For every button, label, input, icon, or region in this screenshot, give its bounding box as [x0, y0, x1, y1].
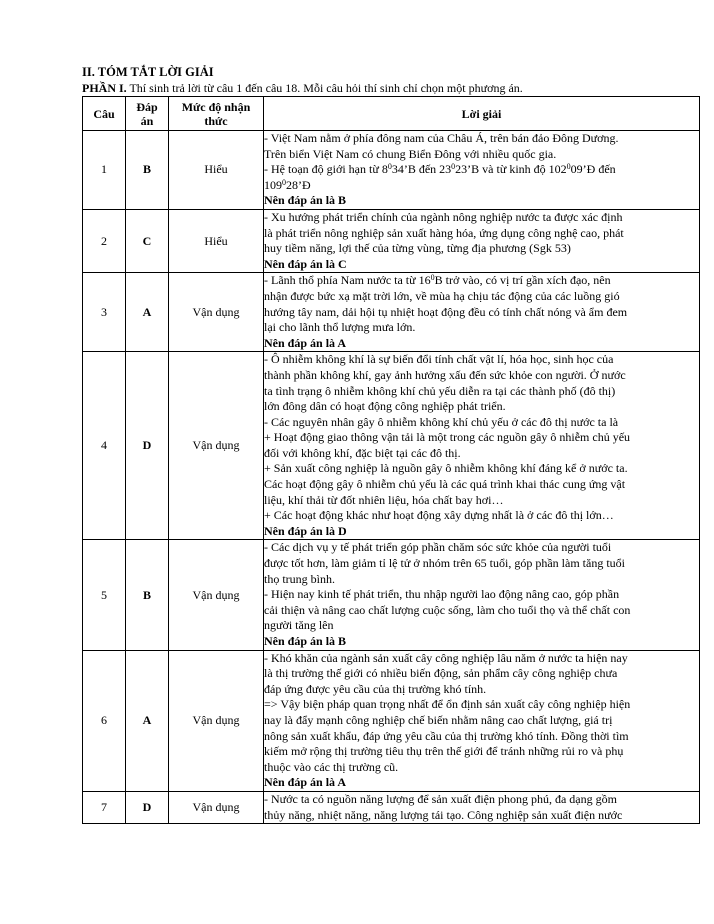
- solution-line: cải thiện và nâng cao chất lượng cuộc sống, làm cho tuổi thọ và thể chất con: [264, 602, 631, 617]
- solution-line: người tăng lên: [264, 618, 334, 633]
- solution-line: nông sản xuất khẩu, đáp ứng yêu cầu của thị trường khó tính. Đồng thời tìm: [264, 728, 629, 743]
- solution-line: thuộc vào các thị trường cũ.: [264, 759, 399, 774]
- solution-line: thủy năng, nhiệt năng, năng lượng tái tạo. Công nghiệp sản xuất điện nước: [264, 807, 623, 822]
- solution-line: lại cho lãnh thổ lượng mưa lớn.: [264, 320, 416, 335]
- solution-text: [264, 540, 700, 650]
- solution-conclusion: Nên đáp án là C: [264, 256, 347, 271]
- header-solution: Lời giải: [264, 97, 700, 131]
- answer-letter: D: [126, 791, 169, 823]
- solution-line: + Hoạt động giao thông vận tải là một trong các nguồn gây ô nhiễm chủ yếu: [264, 430, 631, 445]
- solution-line: => Vậy biện pháp quan trọng nhất để ổn định sản xuất cây công nghiệp hiện: [264, 697, 631, 712]
- solution-line: Trên biển Việt Nam có chung Biển Đông với nhiều quốc gia.: [264, 146, 557, 161]
- solution-text: [264, 131, 700, 210]
- solution-line: - Ô nhiễm không khí là sự biến đổi tính chất vật lí, hóa học, sinh học của: [264, 352, 614, 367]
- part-label: PHẦN I.: [82, 81, 127, 95]
- cognitive-level: Vận dụng: [169, 791, 264, 823]
- answer-table: [82, 96, 700, 824]
- question-number: 6: [83, 650, 126, 791]
- solution-line: - Nước ta có nguồn năng lượng để sản xuất điện phong phú, đa dạng gồm: [264, 791, 617, 806]
- part-instructions: Thí sinh trả lời từ câu 1 đến câu 18. Mỗi câu hỏi thí sinh chỉ chọn một phương án.: [129, 81, 523, 95]
- solution-line: là phát triển nông nghiệp sản xuất hàng hóa, ứng dụng công nghệ cao, phát: [264, 225, 624, 240]
- cognitive-level: Vận dụng: [169, 352, 264, 540]
- cognitive-level: Hiểu: [169, 131, 264, 210]
- cognitive-level: Vận dụng: [169, 273, 264, 352]
- solution-line: $109^028’Đ$: [264, 177, 311, 192]
- answer-letter: A: [126, 273, 169, 352]
- solution-line: là thị trường thế giới có nhiều biến động, sản phẩm cây công nghiệp chưa: [264, 666, 618, 681]
- table-row: [83, 791, 700, 823]
- solution-text: [264, 209, 700, 272]
- table-body: [83, 131, 700, 824]
- table-row: [83, 131, 700, 210]
- header-answer: Đáp án: [126, 97, 169, 131]
- table-row: [83, 540, 700, 650]
- solution-line: - Xu hướng phát triển chính của ngành nông nghiệp nước ta được xác định: [264, 209, 623, 224]
- solution-text: [264, 791, 700, 823]
- solution-line: kiếm mở rộng thị trường tiêu thụ trên thế giới để tránh những rủi ro và phụ: [264, 744, 624, 759]
- solution-line: đáp ứng được yêu cầu của thị trường khó tính.: [264, 681, 487, 696]
- solution-line: huy tiềm năng, lợi thế của từng vùng, từng địa phương (Sgk 53): [264, 241, 571, 256]
- table-row: [83, 209, 700, 272]
- solution-line: lớn đông dân có hoạt động công nghiệp phát triển.: [264, 399, 506, 414]
- answer-letter: C: [126, 209, 169, 272]
- solution-conclusion: Nên đáp án là B: [264, 634, 347, 648]
- solution-line: liệu, khí thải từ đốt nhiên liệu, hóa chất bay hơi…: [264, 492, 504, 507]
- solution-line: - Việt Nam nằm ở phía đông nam của Châu Á, trên bán đảo Đông Dương.: [264, 131, 619, 145]
- table-row: [83, 273, 700, 352]
- solution-conclusion: Nên đáp án là B: [264, 193, 347, 208]
- solution-line: hướng tây nam, dải hội tụ nhiệt hoạt động đều có tính chất nóng và ẩm đem: [264, 304, 628, 319]
- solution-line: ta tình trạng ô nhiễm không khí chủ yếu diễn ra tại các thành phố (đô thị): [264, 383, 616, 398]
- header-level: Mức độ nhận thức: [169, 97, 264, 131]
- table-header-row: [83, 97, 700, 131]
- cognitive-level: Vận dụng: [169, 540, 264, 650]
- solution-text: [264, 273, 700, 352]
- question-number: 4: [83, 352, 126, 540]
- solution-conclusion: Nên đáp án là A: [264, 775, 347, 790]
- table-row: [83, 352, 700, 540]
- solution-line: nay là đẩy mạnh công nghiệp chế biến nhằm nâng cao chất lượng, giá trị: [264, 712, 613, 727]
- question-number: 1: [83, 131, 126, 210]
- solution-line: Các hoạt động gây ô nhiễm chủ yếu là các quá trình khai thác cung ứng vật: [264, 477, 626, 492]
- table-row: [83, 650, 700, 791]
- solution-line: - Các dịch vụ y tế phát triển góp phần chăm sóc sức khỏe của người tuổi: [264, 540, 612, 555]
- answer-letter: B: [126, 131, 169, 210]
- solution-line: thọ trung bình.: [264, 571, 335, 586]
- solution-line: - Các nguyên nhân gây ô nhiễm không khí chủ yếu ở các đô thị nước ta là: [264, 414, 619, 429]
- solution-text: [264, 650, 700, 791]
- question-number: 5: [83, 540, 126, 650]
- cognitive-level: Vận dụng: [169, 650, 264, 791]
- cognitive-level: Hiểu: [169, 209, 264, 272]
- solution-line: - Lãnh thổ phía Nam nước ta từ $16^0B$ trở vào, có vị trí gần xích đạo, nên: [264, 273, 611, 288]
- solution-line: đối với không khí, đặc biệt tại các đô thị.: [264, 445, 461, 460]
- question-number: 7: [83, 791, 126, 823]
- solution-conclusion: Nên đáp án là D: [264, 523, 347, 538]
- section-heading: II. TÓM TẮT LỜI GIẢI: [82, 65, 214, 79]
- part-intro: [82, 80, 523, 96]
- question-number: 2: [83, 209, 126, 272]
- solution-line: - Hiện nay kinh tế phát triển, thu nhập người lao động nâng cao, góp phần: [264, 587, 620, 602]
- solution-line: được tốt hơn, làm giảm tỉ lệ tử ở nhóm trên 65 tuổi, góp phần làm tăng tuổi: [264, 556, 625, 571]
- solution-line: - Hệ toạn độ giới hạn từ $8^034’B$ đến $23^023’B$ và từ kinh độ $102^009’Đ$ đến: [264, 162, 616, 177]
- solution-line: nhận được bức xạ mặt trời lớn, về mùa hạ chịu tác động của các luồng gió: [264, 288, 620, 303]
- solution-conclusion: Nên đáp án là A: [264, 335, 347, 350]
- solution-line: + Sản xuất công nghiệp là nguồn gây ô nhiễm không khí đáng kể ở nước ta.: [264, 461, 628, 476]
- solution-line: thành phần không khí, gay ảnh hưởng xấu đến sức khỏe con người. Ở nước: [264, 367, 626, 382]
- question-number: 3: [83, 273, 126, 352]
- answer-letter: D: [126, 352, 169, 540]
- answer-letter: B: [126, 540, 169, 650]
- answer-letter: A: [126, 650, 169, 791]
- solution-text: [264, 352, 700, 540]
- solution-line: - Khó khăn của ngành sản xuất cây công nghiệp lâu năm ở nước ta hiện nay: [264, 650, 628, 665]
- solution-line: + Các hoạt động khác như hoạt động xây dựng nhất là ở các đô thị lớn…: [264, 508, 614, 523]
- header-question: Câu: [83, 97, 126, 131]
